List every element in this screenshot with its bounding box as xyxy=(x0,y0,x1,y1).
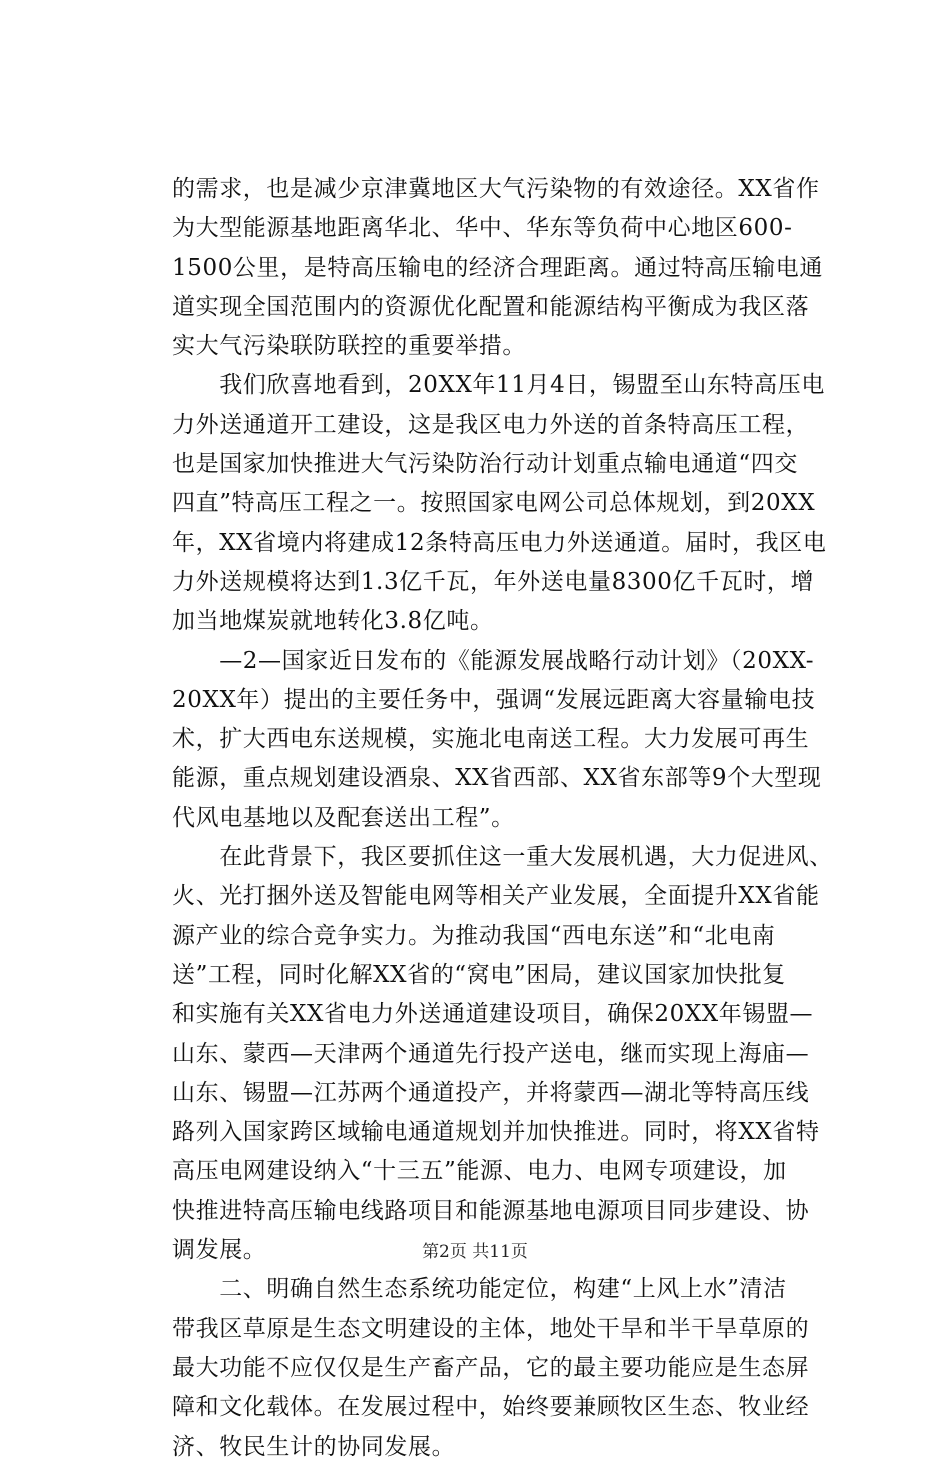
text-line: 20XX年）提出的主要任务中，强调“发展远距离大容量输电技 xyxy=(172,686,816,713)
text-line: 力外送通道开工建设，这是我区电力外送的首条特高压工程， xyxy=(172,411,810,438)
text-line: 送”工程，同时化解XX省的“窝电”困局，建议国家加快批复 xyxy=(172,961,786,988)
text-line: 术，扩大西电东送规模，实施北电南送工程。大力发展可再生 xyxy=(172,726,810,753)
text-line: 的需求，也是减少京津冀地区大气污染物的有效途径。XX省作 xyxy=(172,176,820,202)
text-line: 在此背景下，我区要抓住这一重大发展机遇，大力促进风、 xyxy=(172,844,833,871)
text-line: 路列入国家跨区域输电通道规划并加快推进。同时，将XX省特 xyxy=(172,1119,820,1146)
text-line: 实大气污染联防联控的重要举措。 xyxy=(172,333,526,360)
text-line: 年，XX省境内将建成12条特高压电力外送通道。届时，我区电 xyxy=(172,529,827,556)
text-line: 道实现全国范围内的资源优化配置和能源结构平衡成为我区落 xyxy=(172,293,810,320)
text-line: 带我区草原是生态文明建设的主体，地处干旱和半干旱草原的 xyxy=(172,1315,810,1342)
text-line: 我们欣喜地看到，20XX年11月4日，锡盟至山东特高压电 xyxy=(172,372,825,399)
text-line: 山东、锡盟—江苏两个通道投产，并将蒙西—湖北等特高压线 xyxy=(172,1079,810,1106)
text-line: 最大功能不应仅仅是生产畜产品，它的最主要功能应是生态屏 xyxy=(172,1354,810,1381)
text-line: 火、光打捆外送及智能电网等相关产业发展，全面提升XX省能 xyxy=(172,883,820,910)
text-line: 为大型能源基地距离华北、华中、华东等负荷中心地区600- xyxy=(172,215,793,242)
text-line: 障和文化载体。在发展过程中，始终要兼顾牧区生态、牧业经 xyxy=(172,1394,810,1421)
text-line: 代风电基地以及配套送出工程”。 xyxy=(172,804,515,831)
text-line: 加当地煤炭就地转化3.8亿吨。 xyxy=(172,608,494,635)
text-line: 力外送规模将达到1.3亿千瓦，年外送电量8300亿千瓦时，增 xyxy=(172,568,815,595)
text-line: 1500公里，是特高压输电的经济合理距离。通过特高压输电通 xyxy=(172,254,823,281)
text-line: 调发展。 xyxy=(172,1237,267,1264)
text-line: 能源，重点规划建设酒泉、XX省西部、XX省东部等9个大型现 xyxy=(172,765,822,792)
text-line: 山东、蒙西—天津两个通道先行投产送电，继而实现上海庙— xyxy=(172,1040,810,1067)
text-line: —2—国家近日发布的《能源发展战略行动计划》（20XX- xyxy=(172,647,815,674)
text-line: 和实施有关XX省电力外送通道建设项目，确保20XX年锡盟— xyxy=(172,1001,814,1028)
text-line: 四直”特高压工程之一。按照国家电网公司总体规划，到20XX xyxy=(172,490,816,517)
text-line: 也是国家加快推进大气污染防治行动计划重点输电通道“四交 xyxy=(172,451,798,478)
text-line: 二、明确自然生态系统功能定位，构建“上风上水”清洁 xyxy=(172,1276,787,1303)
text-line: 快推进特高压输电线路项目和能源基地电源项目同步建设、协 xyxy=(172,1197,810,1224)
text-line: 高压电网建设纳入“十三五”能源、电力、电网专项建设，加 xyxy=(172,1158,787,1185)
text-line: 济、牧民生计的协同发展。 xyxy=(172,1433,456,1460)
text-line: 源产业的综合竞争实力。为推动我国“西电东送”和“北电南 xyxy=(172,922,776,949)
page-number-footer: 第2页 共11页 xyxy=(422,1242,528,1262)
document-body xyxy=(172,170,833,1467)
